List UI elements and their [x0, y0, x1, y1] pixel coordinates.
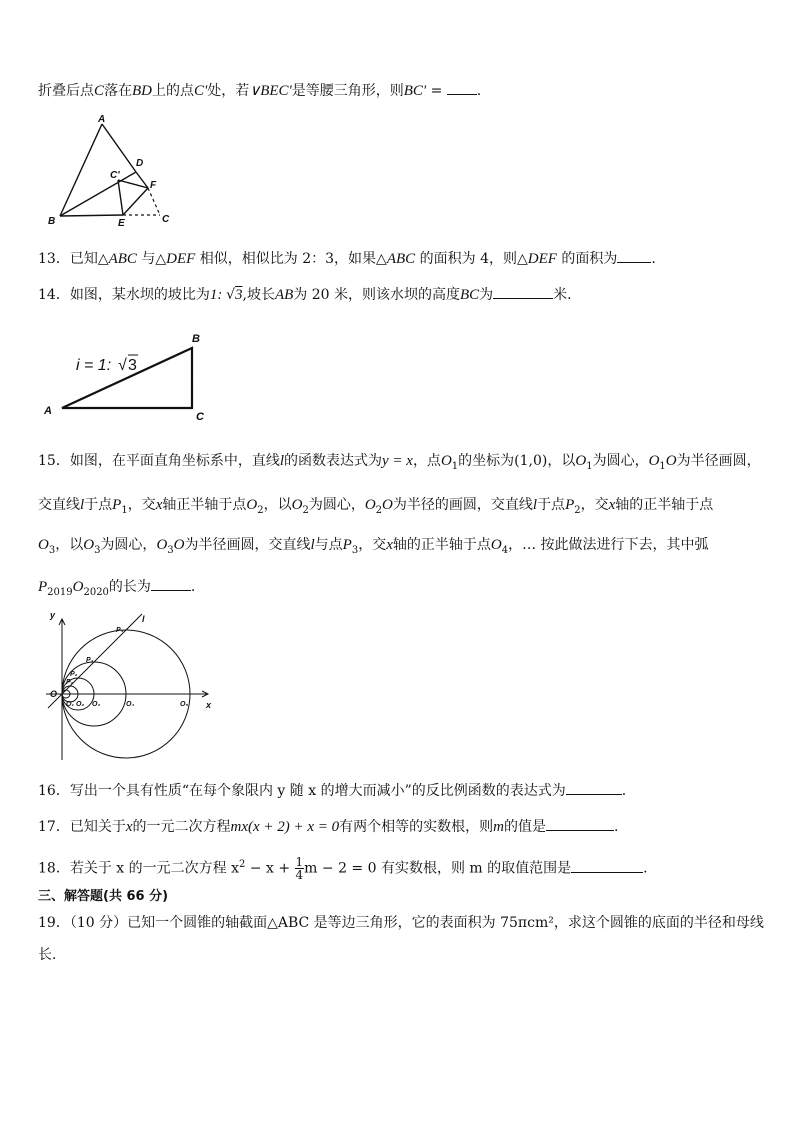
math-O: O — [440, 453, 452, 469]
sqrt-symbol: √ — [226, 287, 235, 303]
math-x: x — [125, 819, 133, 835]
q12-part: 处，若 — [207, 83, 250, 99]
q15-part: 如图，在平面直角坐标系中，直线 — [69, 453, 280, 469]
q15-part: 为半径画圆， — [676, 453, 761, 469]
q15-line4: $P_{2019}O_{2020}$的长为 . — [38, 579, 196, 598]
figure-q12 — [40, 112, 180, 230]
sqrt-arg: 3 — [128, 357, 137, 374]
q19-line1: 19．（10 分）已知一个圆锥的轴截面△ABC 是等边三角形，它的表面积为 75πcm²，求这个圆锥的底面的半径和母线 — [38, 915, 764, 931]
period: . — [614, 819, 619, 835]
math-equation: mx(x + 2) + x = 0 — [230, 819, 340, 835]
slope-label: i = 1: — [76, 357, 112, 374]
q15-part: ，点 — [412, 453, 441, 469]
edge-BD — [60, 172, 136, 216]
label-O5: O₅ — [180, 701, 189, 708]
q15-part: 与点 — [314, 537, 343, 553]
edge-CpE — [118, 180, 123, 215]
label-O4: O₄ — [126, 701, 135, 708]
label-P4: P₄ — [116, 627, 124, 634]
q15-part: 为圆心， — [308, 497, 365, 513]
math-O: O — [575, 453, 587, 469]
math-P: P — [112, 497, 122, 513]
q12-part: 是等腰三角形，则 — [291, 83, 404, 99]
period: . — [621, 783, 627, 799]
math-sqrt-arg: 3 — [235, 287, 243, 303]
label-P3: P₃ — [86, 657, 94, 664]
subscript: 1 — [121, 504, 128, 516]
label-O: O — [50, 689, 58, 699]
label-O2: O₂ — [76, 701, 85, 708]
math-Cp: C' — [194, 83, 208, 99]
label-x: x — [206, 700, 212, 710]
q15-part: 为半径画圆，交直线 — [184, 537, 311, 553]
q13-part: 与△ — [136, 251, 167, 267]
q13-part: 的面积为 — [556, 251, 618, 267]
label-A: A — [98, 114, 106, 125]
edge-BA — [60, 124, 102, 216]
question-number: 17． — [38, 819, 70, 835]
math-l: l — [310, 537, 315, 553]
q14-part: 如图，某水坝的坡比为 — [69, 287, 210, 303]
q13-part: 的面积为 4，则△ — [415, 251, 528, 267]
q18-part: m − 2 = 0 — [304, 860, 377, 877]
math-DEF: DEF — [166, 251, 196, 267]
math-O: O — [648, 453, 660, 469]
subscript: 1 — [586, 460, 593, 472]
superscript: 2 — [238, 859, 246, 870]
q17-part: 已知关于 — [69, 819, 126, 835]
q17-part: 有两个相等的实数根，则 — [339, 819, 494, 835]
label-B: B — [192, 333, 200, 345]
label-O3: O₃ — [92, 701, 101, 708]
q15-part: ，交 — [358, 537, 387, 553]
math-triangle: ∨BEC' — [249, 83, 292, 99]
subscript: 2019 — [47, 586, 73, 598]
math-BCp: BC' — [403, 83, 427, 99]
q16-text — [38, 782, 626, 800]
answer-blank[interactable] — [151, 578, 191, 591]
math-x: x — [386, 537, 393, 553]
q15-part: ，以 — [55, 537, 84, 553]
q15-part: 于点 — [537, 497, 566, 513]
q15-part: 的坐标为(1,0)，以 — [458, 453, 576, 469]
q15-part: 的长为 — [108, 579, 151, 595]
q18-text — [38, 856, 648, 881]
q15-part: ，交 — [127, 497, 156, 513]
edge-EF — [123, 188, 148, 215]
label-O1: O₁ — [66, 701, 74, 708]
math-l: l — [532, 497, 538, 513]
period: . — [476, 83, 482, 99]
q15-line3: $O_3$，以$O_3$为圆心，$O_3O$为半径画圆，交直线l与点$P_3$，交x轴的正半轴于点$O_4$，… 按此做法进行下去，其中弧 — [38, 537, 709, 556]
section-title: 三、解答题(共 66 分) — [38, 889, 169, 904]
q13-part: 已知△ — [69, 251, 109, 267]
label-C: C — [162, 214, 170, 225]
label-E: E — [118, 218, 125, 229]
label-F: F — [150, 180, 157, 191]
math-C: C — [94, 83, 105, 99]
q14-part: 米. — [553, 287, 572, 303]
math-BC: BC — [460, 287, 480, 303]
question-number: 15． — [38, 453, 70, 469]
q18-part: − x + — [245, 860, 295, 877]
q14-part: 为 — [479, 287, 494, 303]
fraction-numerator: 1 — [295, 855, 304, 870]
q14-text — [38, 286, 572, 304]
q15-part: 为圆心， — [100, 537, 157, 553]
answer-blank[interactable] — [546, 818, 614, 831]
q15-part: 轴的正半轴于点 — [392, 537, 491, 553]
q16-part: 16．写出一个具有性质“在每个象限内 y 随 x 的增大而减小”的反比例函数的表达式为 — [38, 783, 566, 799]
q17-part: 的值是 — [504, 819, 547, 835]
q15-part: 轴正半轴于点 — [162, 497, 247, 513]
math-l: l — [80, 497, 85, 513]
q12-part: 落在 — [104, 83, 133, 99]
q15-part: 的函数表达式为 — [284, 453, 382, 469]
q15-part: 于点 — [84, 497, 113, 513]
question-number: 18． — [38, 860, 70, 877]
q15-part: 轴的正半轴于点 — [615, 497, 714, 513]
sqrt-symbol: √ — [118, 357, 127, 374]
label-l: l — [142, 614, 145, 624]
math-AB: AB — [274, 287, 294, 303]
q14-part: ,坡长 — [242, 287, 275, 303]
answer-blank[interactable] — [566, 782, 622, 795]
q15-part: 为半径的画圆，交直线 — [392, 497, 533, 513]
fraction-denominator: 4 — [295, 868, 304, 883]
q19-line2: 长． — [38, 947, 66, 963]
q17-text — [38, 818, 618, 836]
q15-part: 交直线 — [38, 497, 80, 513]
q15-part: ，… 按此做法进行下去，其中弧 — [508, 537, 709, 553]
label-P2: P₂ — [70, 671, 78, 678]
period: . — [190, 579, 196, 595]
dashed-FC — [148, 188, 160, 215]
question-number: 13． — [38, 251, 70, 267]
math-x: x — [155, 497, 163, 513]
q14-part: 为 20 米，则该水坝的高度 — [293, 287, 460, 303]
edge-BE — [60, 215, 123, 216]
label-B: B — [48, 216, 56, 227]
math-DEF: DEF — [527, 251, 557, 267]
math-l: l — [279, 453, 284, 469]
q12-part: 折叠后点 — [38, 83, 94, 99]
subscript: 2020 — [83, 586, 109, 598]
q13-text — [38, 250, 656, 268]
q12-part: 上的点 — [152, 83, 195, 99]
math-ABC: ABC — [108, 251, 137, 267]
math-ABC: ABC — [386, 251, 416, 267]
subscript: 1 — [659, 460, 666, 472]
math-eq: = — [426, 83, 447, 99]
math-BD: BD — [132, 83, 153, 99]
q15-line2: 交直线l于点$P_1$，交x轴正半轴于点$O_2$，以$O_2$为圆心，$O_2O$为半径的画圆，交直线l于点$P_2$，交x轴的正半轴于点 — [38, 497, 714, 516]
math-O: O — [665, 453, 677, 469]
figure-q14 — [40, 328, 220, 426]
q15-part: 为圆心， — [592, 453, 649, 469]
q12-text — [38, 82, 481, 100]
math-yx: y = x — [382, 453, 413, 469]
q15-part: ，以 — [263, 497, 292, 513]
math-ratio: 1: — [209, 287, 227, 303]
q18-part: 有实数根，则 m 的取值范围是 — [376, 860, 572, 877]
answer-blank[interactable] — [617, 250, 651, 263]
subscript: 1 — [451, 460, 459, 472]
period: . — [651, 251, 656, 267]
label-D: D — [136, 158, 144, 169]
q15-part: ，交 — [580, 497, 609, 513]
edge-AD — [102, 124, 136, 172]
question-number: 14． — [38, 287, 70, 303]
q13-part: 相似，相似比为 2：3，如果△ — [195, 251, 387, 267]
label-C: C — [196, 411, 204, 423]
q15-line1 — [38, 452, 761, 476]
label-Cp: C' — [110, 170, 120, 181]
answer-blank[interactable] — [493, 286, 553, 299]
q18-part: 若关于 x 的一元二次方程 x — [69, 860, 239, 877]
label-P1: P₁ — [66, 679, 74, 686]
period: . — [643, 860, 648, 877]
q17-part: 的一元二次方程 — [132, 819, 231, 835]
answer-blank[interactable] — [447, 82, 477, 95]
label-A: A — [44, 405, 52, 417]
math-m: m — [493, 819, 505, 835]
label-y: y — [50, 612, 56, 620]
math-x: x — [608, 497, 616, 513]
fraction — [295, 856, 305, 881]
figure-q15 — [40, 612, 220, 766]
answer-blank[interactable] — [571, 860, 643, 873]
